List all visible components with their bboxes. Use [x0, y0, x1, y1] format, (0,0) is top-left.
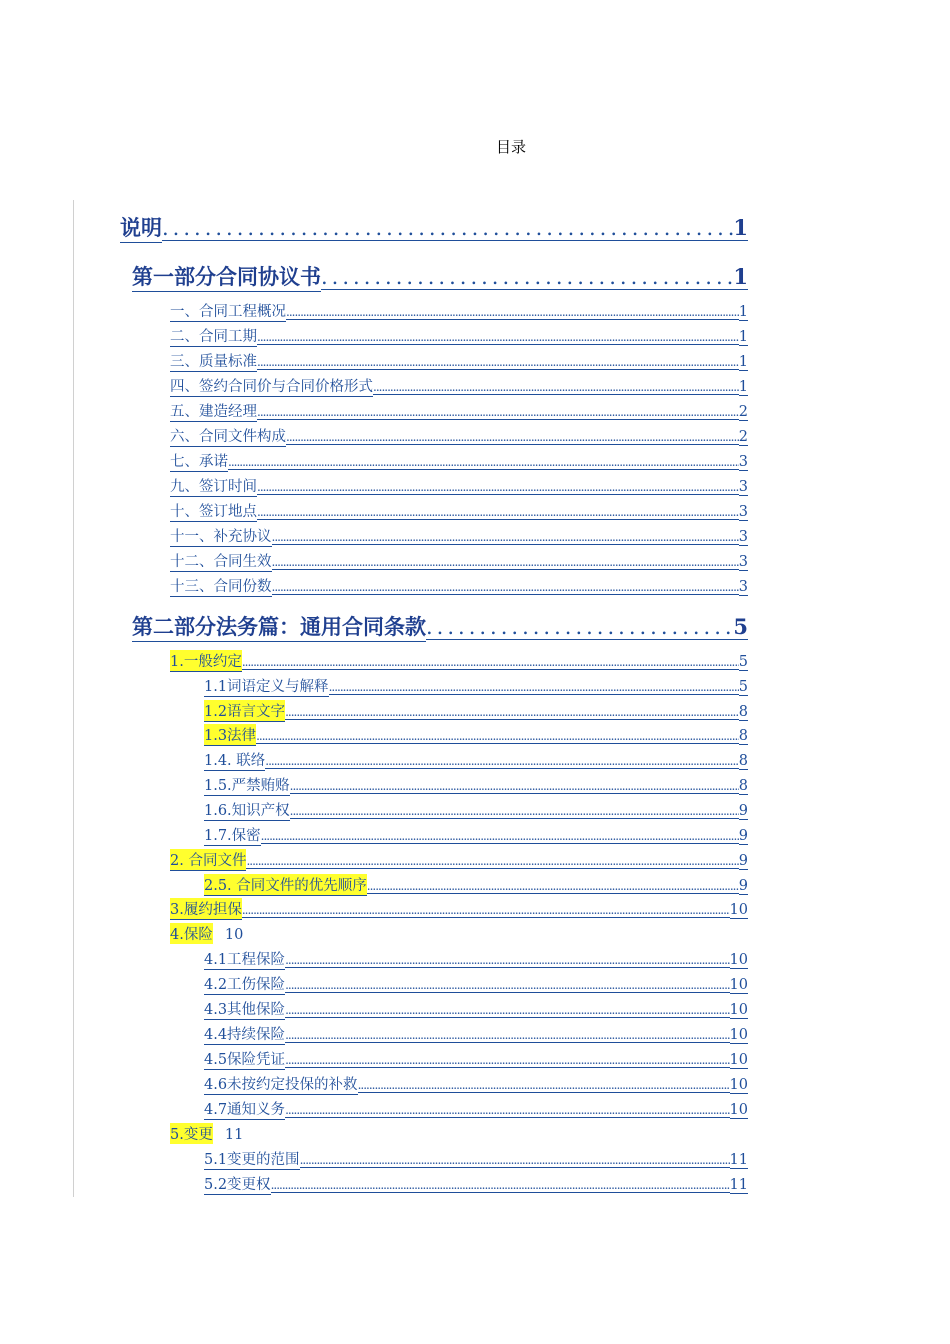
toc-entry-label: 十一、补充协议 — [170, 525, 272, 547]
toc-entry-label: 四、签约合同价与合同价格形式 — [170, 375, 373, 397]
toc-page-number: 1 — [738, 379, 748, 395]
toc-entry[interactable] — [132, 261, 748, 292]
toc-entry-label: 1.5.严禁贿赂 — [204, 774, 290, 796]
toc-entry-label: 1.4. 联络 — [204, 749, 265, 771]
toc-page-number: 10 — [729, 1052, 748, 1068]
toc-dot-leader — [321, 265, 733, 290]
toc-page-number: 3 — [738, 504, 748, 520]
toc-page-number: 11 — [729, 1152, 748, 1168]
toc-entry[interactable] — [170, 550, 748, 572]
toc-page-number: 3 — [738, 529, 748, 545]
toc-page-number: 9 — [738, 803, 748, 819]
toc-entry-label: 第二部分法务篇：通用合同条款 — [132, 611, 426, 642]
toc-page-number: 10 — [729, 1102, 748, 1118]
toc-entry[interactable] — [170, 425, 748, 447]
toc-entry[interactable] — [204, 948, 748, 970]
toc-entry-label: 1.7.保密 — [204, 824, 261, 846]
toc-page-number: 5 — [733, 614, 748, 639]
toc-entry[interactable] — [204, 1073, 748, 1095]
toc-dot-leader — [271, 1178, 730, 1193]
toc-entry-label: 4.6未按约定投保的补救 — [204, 1073, 358, 1095]
toc-dot-leader — [426, 615, 733, 640]
toc-page-number: 9 — [738, 853, 748, 869]
toc-dot-leader — [261, 829, 739, 844]
toc-dot-leader — [272, 555, 739, 570]
toc-page-number: 3 — [738, 579, 748, 595]
toc-entry[interactable] — [170, 1123, 243, 1144]
toc-dot-leader — [300, 1153, 730, 1168]
toc-entry[interactable] — [204, 1173, 748, 1195]
toc-entry[interactable] — [170, 650, 748, 672]
toc-entry-label: 十三、合同份数 — [170, 575, 272, 597]
toc-page-number: 10 — [729, 1027, 748, 1043]
toc-page-number: 9 — [738, 878, 748, 894]
toc-dot-leader — [290, 779, 739, 794]
toc-entry[interactable] — [204, 1148, 748, 1170]
toc-entry-label: 1.6.知识产权 — [204, 799, 290, 821]
toc-entry-label: 十二、合同生效 — [170, 550, 272, 572]
toc-dot-leader — [285, 1003, 729, 1018]
toc-entry[interactable] — [170, 400, 748, 422]
toc-entry[interactable] — [170, 575, 748, 597]
toc-page-number: 3 — [738, 479, 748, 495]
toc-page-number: 1 — [733, 215, 748, 240]
toc-page-number: 2 — [738, 429, 748, 445]
toc-dot-leader — [257, 505, 739, 520]
toc-entry[interactable] — [204, 774, 748, 796]
toc-dot-leader — [242, 903, 730, 918]
toc-page-number: 11 — [224, 1127, 244, 1143]
toc-entry-label: 4.1工程保险 — [204, 948, 285, 970]
toc-dot-leader — [256, 729, 739, 744]
toc-entry[interactable] — [170, 923, 243, 944]
toc-page-number: 10 — [729, 1077, 748, 1093]
toc-page-number: 1 — [738, 304, 748, 320]
toc-page-number: 8 — [738, 728, 748, 744]
toc-page-number: 10 — [729, 952, 748, 968]
toc-entry-label: 九、签订时间 — [170, 475, 257, 497]
toc-dot-leader — [329, 680, 739, 695]
toc-dot-leader — [367, 879, 739, 894]
toc-page-number: 10 — [729, 902, 748, 918]
toc-entry-label: 1.一般约定 — [170, 650, 242, 672]
toc-entry[interactable] — [170, 300, 748, 322]
toc-page-number: 11 — [729, 1177, 748, 1193]
toc-entry[interactable] — [204, 799, 748, 821]
toc-page-number: 10 — [729, 977, 748, 993]
toc-entry-label: 4.保险 — [170, 923, 213, 944]
toc-entry-label: 说明 — [120, 212, 162, 243]
toc-page-number: 1 — [738, 329, 748, 345]
toc-entry-label: 4.5保险凭证 — [204, 1048, 285, 1070]
toc-entry-label: 4.2工伤保险 — [204, 973, 285, 995]
toc-entry-label: 5.1变更的范围 — [204, 1148, 300, 1170]
toc-entry-label: 1.3法律 — [204, 724, 256, 746]
toc-entry[interactable] — [204, 1048, 748, 1070]
toc-dot-leader — [272, 530, 739, 545]
toc-dot-leader — [257, 405, 739, 420]
toc-dot-leader — [285, 953, 729, 968]
margin-rule — [73, 200, 74, 1197]
toc-entry-label: 一、合同工程概况 — [170, 300, 286, 322]
toc-entry[interactable] — [170, 325, 748, 347]
toc-page-number: 2 — [738, 404, 748, 420]
toc-entry[interactable] — [204, 998, 748, 1020]
toc-title: 目录 — [495, 138, 526, 156]
toc-page-number: 3 — [738, 554, 748, 570]
toc-page-number: 10 — [224, 927, 244, 943]
toc-dot-leader — [285, 705, 739, 720]
toc-dot-leader — [286, 305, 739, 320]
toc-entry-label: 六、合同文件构成 — [170, 425, 286, 447]
toc-dot-leader — [257, 480, 739, 495]
toc-entry[interactable] — [120, 212, 748, 243]
toc-dot-leader — [285, 1053, 729, 1068]
toc-entry-label: 4.3其他保险 — [204, 998, 285, 1020]
toc-page-number: 9 — [738, 828, 748, 844]
toc-dot-leader — [285, 1103, 729, 1118]
toc-entry[interactable] — [170, 898, 748, 920]
toc-page-number: 8 — [738, 753, 748, 769]
toc-dot-leader — [246, 854, 738, 869]
toc-entry[interactable] — [204, 824, 748, 846]
toc-dot-leader — [265, 754, 738, 769]
toc-page-number: 1 — [738, 354, 748, 370]
toc-entry-label: 2.5. 合同文件的优先顺序 — [204, 874, 367, 896]
toc-entry[interactable] — [170, 525, 748, 547]
toc-page-number: 8 — [738, 778, 748, 794]
toc-dot-leader — [285, 978, 729, 993]
toc-entry-label: 五、建造经理 — [170, 400, 257, 422]
toc-entry[interactable] — [170, 375, 748, 397]
toc-entry-label: 1.1词语定义与解释 — [204, 675, 329, 697]
toc-entry[interactable] — [132, 611, 748, 642]
toc-page-number: 3 — [738, 454, 748, 470]
toc-page-number: 10 — [729, 1002, 748, 1018]
toc-entry-label: 1.2语言文字 — [204, 700, 285, 722]
toc-entry[interactable] — [204, 700, 748, 722]
toc-entry[interactable] — [204, 874, 748, 896]
toc-page-number: 1 — [733, 264, 748, 289]
toc-entry-label: 第一部分合同协议书 — [132, 261, 321, 292]
toc-dot-leader — [272, 580, 739, 595]
toc-dot-leader — [228, 455, 739, 470]
toc-dot-leader — [285, 1028, 729, 1043]
toc-entry-label: 4.4持续保险 — [204, 1023, 285, 1045]
toc-page-number: 5 — [738, 654, 748, 670]
toc-entry[interactable] — [170, 450, 748, 472]
toc-entry[interactable] — [204, 1098, 748, 1120]
toc-page-number: 5 — [738, 679, 748, 695]
toc-entry-label: 5.2变更权 — [204, 1173, 271, 1195]
toc-entry[interactable] — [204, 973, 748, 995]
toc-dot-leader — [373, 380, 739, 395]
toc-entry-label: 二、合同工期 — [170, 325, 257, 347]
toc-dot-leader — [358, 1078, 730, 1093]
toc-dot-leader — [286, 430, 739, 445]
toc-dot-leader — [242, 655, 739, 670]
toc-entry[interactable] — [204, 724, 748, 746]
toc-entry[interactable] — [170, 475, 748, 497]
toc-dot-leader — [290, 804, 739, 819]
toc-entry[interactable] — [204, 675, 748, 697]
toc-entry[interactable] — [204, 1023, 748, 1045]
toc-page-number: 8 — [738, 704, 748, 720]
toc-entry-label: 2. 合同文件 — [170, 849, 246, 871]
toc-entry-label: 5.变更 — [170, 1123, 213, 1144]
toc-dot-leader — [257, 355, 739, 370]
toc-dot-leader — [162, 216, 733, 241]
toc-entry-label: 3.履约担保 — [170, 898, 242, 920]
toc-entry-label: 七、承诺 — [170, 450, 228, 472]
toc-entry[interactable] — [170, 849, 748, 871]
toc-entry[interactable] — [170, 350, 748, 372]
toc-entry-label: 十、签订地点 — [170, 500, 257, 522]
toc-entry[interactable] — [170, 500, 748, 522]
toc-entry[interactable] — [204, 749, 748, 771]
toc-entry-label: 三、质量标准 — [170, 350, 257, 372]
toc-entry-label: 4.7通知义务 — [204, 1098, 285, 1120]
toc-dot-leader — [257, 330, 739, 345]
